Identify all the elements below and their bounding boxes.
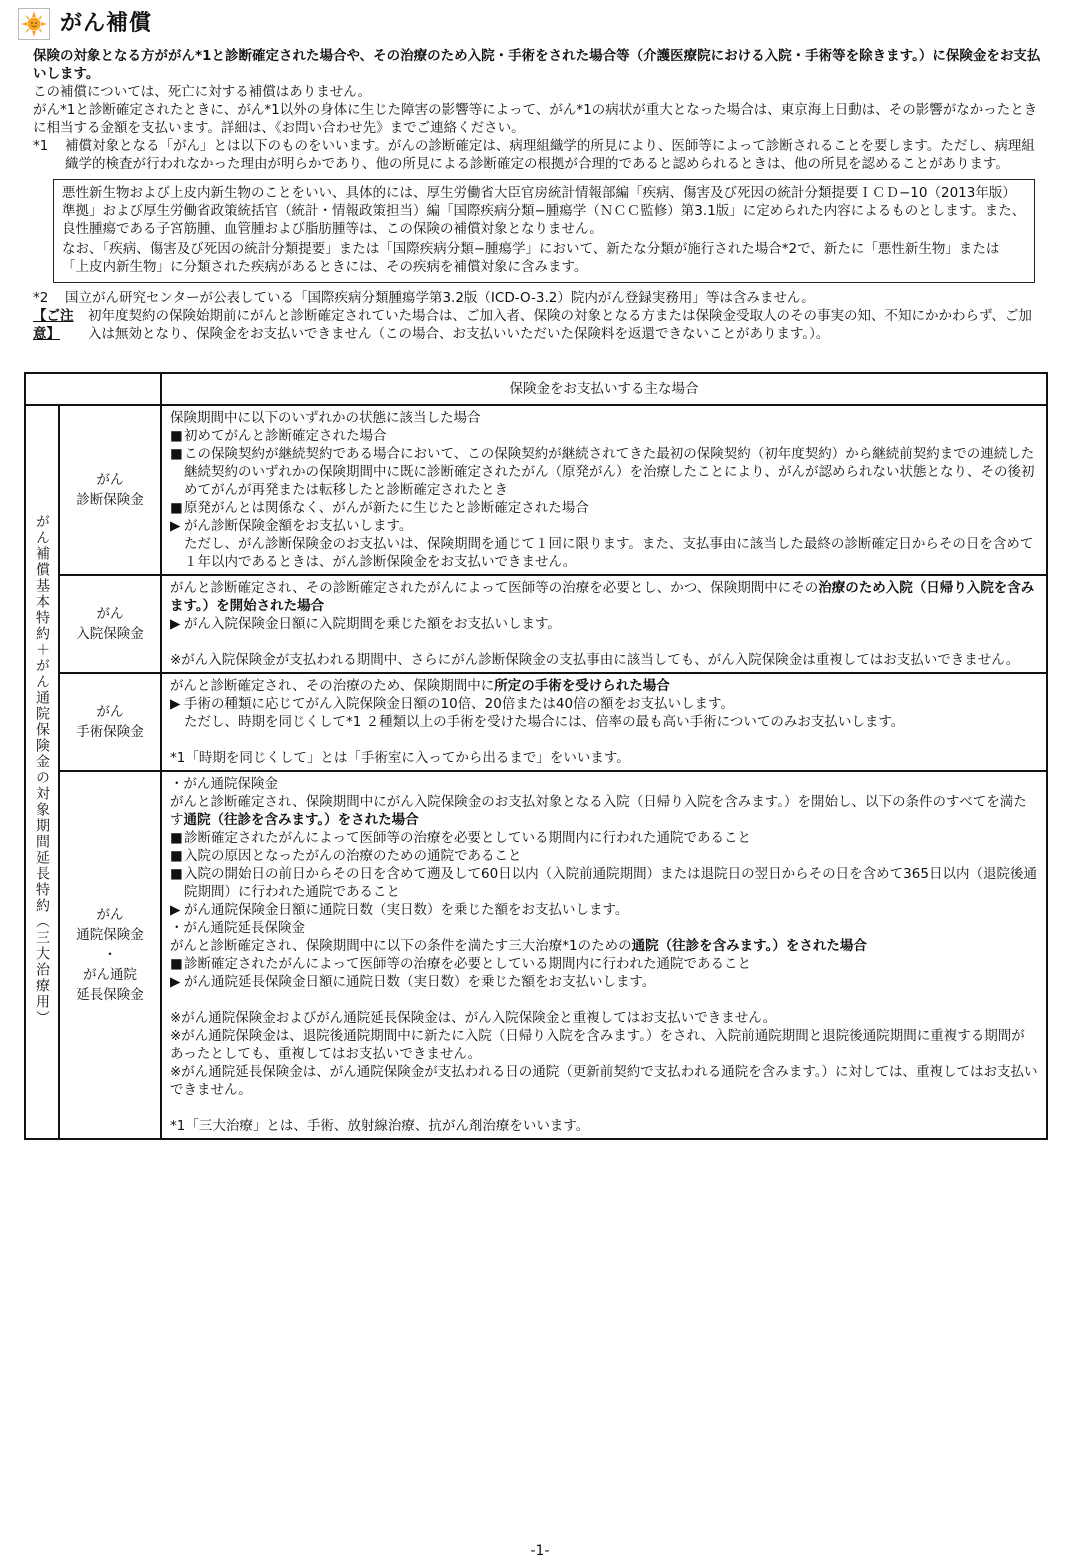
- content-diagnosis: 保険期間中に以下のいずれかの状態に該当した場合 ■ 初めてがんと診断確定された場合 ■ この保険契約が継続契約である場合において、この保険契約が継続されてきた最初の保険契約（初年度契約）から継続前契約までの連続した継続契約のいずれかの保険期間中に既に診断確定されたがん（原発がん）を治療したことにより、がんが認められない状態となり、その後初めてがんが再発または転移したと診断確定されたとき ■ 原発がんとは関係なく、がんが新たに生じたと診断確定された場合 ▶ がん診断保険金額をお支払いします。 ただし、がん診断保険金のお支払いは、保険期間を通じて１回に限ります。また、支払事由に該当した最終の診断確定日からその日を含めて１年以内であるときは、がん診断保険金をお支払いできません。: [161, 405, 1047, 575]
- category-hospitalization: がん 入院保険金: [59, 575, 161, 673]
- page-number: -1-: [530, 1543, 550, 1559]
- intro-section: [33, 47, 1043, 343]
- caution-text: 初年度契約の保険始期前にがんと診断確定されていた場合は、ご加入者、保険の対象となる方または保険金受取人のその事実の知、不知にかかわらず、ご加入は無効となり、保険金をお支払いできません（この場合、お支払いいただいた保険料を返還できないことがあります。）。: [88, 308, 1032, 342]
- definition-para-1: 悪性新生物および上皮内新生物のことをいい、具体的には、厚生労働省大臣官房統計情報部編「疾病、傷害及び死因の統計分類提要ＩＣＤ−10（2013年版）準拠」および厚生労働省政策統括官（統計・情報政策担当）編「国際疾病分類−腫瘍学（ＮＣＣ監修）第3.1版」に定められた内容によるものとします。また、良性腫瘍である子宮筋腫、血管腫および脂肪腫等は、この保険の補償対象となりません。: [62, 185, 1026, 237]
- table-header-empty: [25, 373, 161, 405]
- coverage-table: [24, 372, 1048, 1140]
- category-surgery: がん 手術保険金: [59, 673, 161, 771]
- content-outpatient: ・がん通院保険金 がんと診断確定され、保険期間中にがん入院保険金のお支払対象となる入院（日帰り入院を含みます。）を開始し、以下の条件のすべてを満たす通院（往診を含みます。）をされた場合 ■ 診断確定されたがんによって医師等の治療を必要としている期間内に行われた通院であること ■ 入院の原因となったがんの治療のための通院であること ■ 入院の開始日の前日からその日を含めて遡及して60日以内（入院前通院期間）または退院日の翌日からその日を含めて365日以内（退院後通院期間）に行われた通院であること ▶ がん通院保険金日額に通院日数（実日数）を乗じた額をお支払いします。 ・がん通院延長保険金 がんと診断確定され、保険期間中に以下の条件を満たす三大治療*1のための通院（往診を含みます。）をされた場合 ■ 診断確定されたがんによって医師等の治療を必要としている期間内に行われた通院であること ▶ がん通院延長保険金日額に通院日数（実日数）を乗じた額をお支払いします。 ※がん通院保険金およびがん通院延長保険金は、がん入院保険金と重複してはお支払いできません。 ※がん通院保険金は、退院後通院期間中に新たに入院（日帰り入院を含みます。）をされ、入院前通院期間と退院後通院期間に重複する期間があったとしても、重複してはお支払いできません。 ※がん通院延長保険金は、がん通院保険金が支払われる日の通院（更新前契約で支払われる通院を含みます。）に対しては、重複してはお支払いできません。 *1「三大治療」とは、手術、放射線治療、抗がん剤治療をいいます。: [161, 771, 1047, 1139]
- content-hospitalization: がんと診断確定され、その診断確定されたがんによって医師等の治療を必要とし、かつ、保険期間中にその治療のため入院（日帰り入院を含みます。）を開始された場合 ▶ がん入院保険金日額に入院期間を乗じた額をお支払いします。 ※がん入院保険金が支払われる期間中、さらにがん診断保険金の支払事由に該当しても、がん入院保険金は重複してはお支払いできません。: [161, 575, 1047, 673]
- definition-box: [53, 179, 1035, 283]
- table-header-row: [25, 373, 1047, 405]
- category-diagnosis: がん 診断保険金: [59, 405, 161, 575]
- caution-label: 【ご注意】: [33, 308, 74, 342]
- content-surgery: がんと診断確定され、その治療のため、保険期間中に所定の手術を受けられた場合 ▶ 手術の種類に応じてがん入院保険金日額の10倍、20倍または40倍の額をお支払いします。 ただし、時期を同じくして*1 ２種類以上の手術を受けた場合には、倍率の最も高い手術についてのみお支払いします。 *1「時期を同じくして」とは「手術室に入ってから出るまで」をいいます。: [161, 673, 1047, 771]
- table-row-surgery: [25, 673, 1047, 771]
- intro-lead: 保険の対象となる方ががん*1と診断確定された場合や、その治療のため入院・手術をされた場合等（介護医療院における入院・手術等を除きます。）に保険金をお支払いします。: [33, 48, 1041, 82]
- side-label: がん補償基本特約＋がん通院保険金の対象期間延長特約（三大治療用）: [34, 513, 50, 1026]
- table-header-cell: 保険金をお支払いする主な場合: [161, 373, 1047, 405]
- caution-note: [33, 307, 1043, 343]
- footnote-2-mark: *2: [33, 290, 49, 306]
- table-row-diagnosis: [25, 405, 1047, 575]
- footnote-2: [33, 289, 1043, 307]
- intro-line-1: この補償については、死亡に対する補償はありません。: [33, 84, 372, 100]
- table-row-hospitalization: [25, 575, 1047, 673]
- sun-icon: [18, 8, 50, 40]
- footnote-1: [33, 137, 1043, 173]
- footnote-1-mark: *1: [33, 138, 49, 154]
- category-outpatient: がん 通院保険金 ・ がん通院 延長保険金: [59, 771, 161, 1139]
- page-header: [18, 8, 152, 40]
- table-row-outpatient: [25, 771, 1047, 1139]
- side-label-cell: [25, 405, 59, 1139]
- definition-para-2: なお、「疾病、傷害及び死因の統計分類提要」または「国際疾病分類−腫瘍学」において、新たな分類が施行された場合*2で、新たに「悪性新生物」または「上皮内新生物」に分類された疾病があるときには、その疾病を補償対象に含みます。: [62, 241, 1000, 275]
- footnote-2-text: 国立がん研究センターが公表している「国際疾病分類腫瘍学第3.2版（ICD-O-3.2）院内がん登録実務用」等は含みません。: [65, 290, 815, 306]
- footnote-1-text: 補償対象となる「がん」とは以下のものをいいます。がんの診断確定は、病理組織学的所見により、医師等によって診断されることを要します。ただし、病理組織学的検査が行われなかった理由が明らかであり、他の所見による診断確定の根拠が合理的であると認められるときは、他の所見を認めることがあります。: [65, 138, 1035, 172]
- intro-line-2: がん*1と診断確定されたときに、がん*1以外の身体に生じた障害の影響等によって、がん*1の病状が重大となった場合は、東京海上日動は、その影響がなかったときに相当する金額を支払います。詳細は、《お問い合わせ先》までご連絡ください。: [33, 102, 1038, 136]
- page-title: がん補償: [60, 11, 153, 36]
